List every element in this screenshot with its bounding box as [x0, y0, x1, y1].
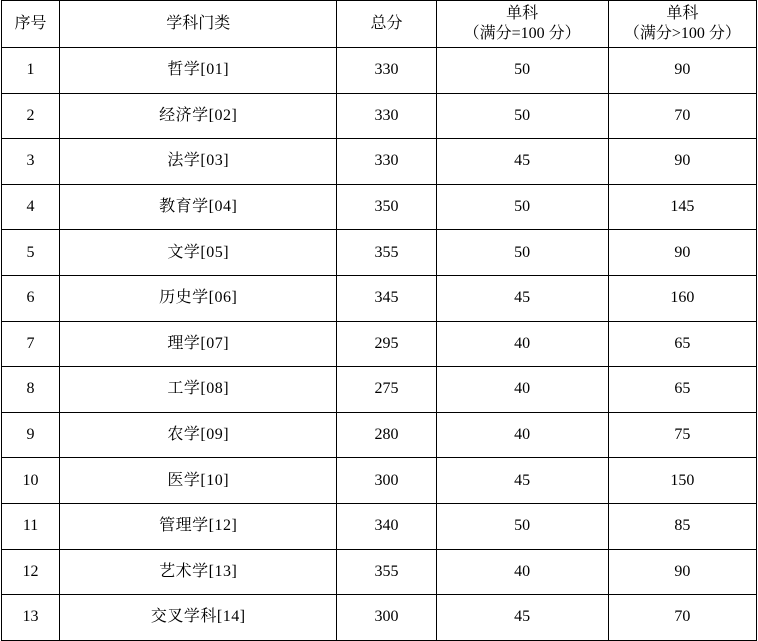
cell-index: 2	[2, 93, 60, 139]
cell-single-eq100: 40	[436, 321, 608, 367]
cell-single-gt100: 70	[608, 595, 756, 641]
cell-total: 340	[337, 503, 436, 549]
column-header-single-gt100-line-2: （满分>100 分）	[623, 25, 741, 42]
cell-discipline: 农学[09]	[60, 412, 337, 458]
table-row	[2, 549, 757, 595]
cell-single-gt100: 90	[608, 549, 756, 595]
cell-total: 300	[337, 595, 436, 641]
table-body	[2, 48, 757, 641]
cell-index: 10	[2, 458, 60, 504]
cell-single-eq100: 50	[436, 503, 608, 549]
table-header	[2, 1, 757, 48]
cell-index: 9	[2, 412, 60, 458]
cell-index: 3	[2, 139, 60, 185]
cell-single-eq100: 40	[436, 549, 608, 595]
cell-index: 7	[2, 321, 60, 367]
cell-total: 300	[337, 458, 436, 504]
cell-single-gt100: 85	[608, 503, 756, 549]
cell-total: 295	[337, 321, 436, 367]
table-row	[2, 139, 757, 185]
column-header-discipline-line-1: 学科门类	[166, 15, 231, 32]
table-header-row	[2, 1, 757, 48]
column-header-single-eq100	[436, 1, 608, 48]
cell-single-eq100: 45	[436, 275, 608, 321]
column-header-index	[2, 1, 60, 48]
cell-discipline: 历史学[06]	[60, 275, 337, 321]
table-row	[2, 184, 757, 230]
cell-single-gt100: 150	[608, 458, 756, 504]
cell-total: 275	[337, 367, 436, 413]
cell-discipline: 理学[07]	[60, 321, 337, 367]
column-header-single-eq100-line-1: 单科	[506, 5, 539, 22]
cell-discipline: 工学[08]	[60, 367, 337, 413]
cell-total: 280	[337, 412, 436, 458]
cell-single-eq100: 40	[436, 412, 608, 458]
table-row	[2, 412, 757, 458]
cell-index: 1	[2, 48, 60, 94]
cell-single-gt100: 65	[608, 321, 756, 367]
cell-single-eq100: 50	[436, 48, 608, 94]
column-header-index-line-1: 序号	[14, 15, 47, 32]
cell-discipline: 管理学[12]	[60, 503, 337, 549]
cell-total: 355	[337, 549, 436, 595]
cell-total: 330	[337, 139, 436, 185]
cell-single-eq100: 40	[436, 367, 608, 413]
cell-index: 11	[2, 503, 60, 549]
cell-single-gt100: 70	[608, 93, 756, 139]
table-row	[2, 595, 757, 641]
column-header-single-eq100-line-2: （满分=100 分）	[463, 25, 581, 42]
table-row	[2, 93, 757, 139]
cell-index: 5	[2, 230, 60, 276]
cell-index: 12	[2, 549, 60, 595]
cell-index: 4	[2, 184, 60, 230]
table-row	[2, 230, 757, 276]
cell-discipline: 交叉学科[14]	[60, 595, 337, 641]
cell-total: 345	[337, 275, 436, 321]
cell-discipline: 法学[03]	[60, 139, 337, 185]
cell-single-gt100: 65	[608, 367, 756, 413]
cell-total: 350	[337, 184, 436, 230]
cell-index: 13	[2, 595, 60, 641]
cell-single-gt100: 90	[608, 48, 756, 94]
column-header-discipline	[60, 1, 337, 48]
table-row	[2, 48, 757, 94]
cell-index: 6	[2, 275, 60, 321]
cell-single-gt100: 145	[608, 184, 756, 230]
cell-discipline: 医学[10]	[60, 458, 337, 504]
cell-single-gt100: 90	[608, 139, 756, 185]
table-row	[2, 321, 757, 367]
cell-single-eq100: 50	[436, 93, 608, 139]
cell-single-gt100: 160	[608, 275, 756, 321]
column-header-total-score	[337, 1, 436, 48]
cell-index: 8	[2, 367, 60, 413]
column-header-single-gt100-line-1: 单科	[666, 5, 699, 22]
cell-single-eq100: 50	[436, 184, 608, 230]
cell-single-eq100: 45	[436, 595, 608, 641]
column-header-total-score-line-1: 总分	[370, 15, 403, 32]
cell-discipline: 文学[05]	[60, 230, 337, 276]
cell-single-gt100: 75	[608, 412, 756, 458]
cell-single-eq100: 45	[436, 139, 608, 185]
table-row	[2, 503, 757, 549]
cell-single-eq100: 50	[436, 230, 608, 276]
cell-discipline: 教育学[04]	[60, 184, 337, 230]
score-requirements-table	[1, 0, 757, 641]
table-row	[2, 275, 757, 321]
cell-discipline: 经济学[02]	[60, 93, 337, 139]
table-row	[2, 458, 757, 504]
cell-total: 355	[337, 230, 436, 276]
cell-total: 330	[337, 48, 436, 94]
column-header-single-gt100	[608, 1, 756, 48]
cell-discipline: 艺术学[13]	[60, 549, 337, 595]
cell-single-eq100: 45	[436, 458, 608, 504]
cell-total: 330	[337, 93, 436, 139]
cell-discipline: 哲学[01]	[60, 48, 337, 94]
cell-single-gt100: 90	[608, 230, 756, 276]
table-row	[2, 367, 757, 413]
